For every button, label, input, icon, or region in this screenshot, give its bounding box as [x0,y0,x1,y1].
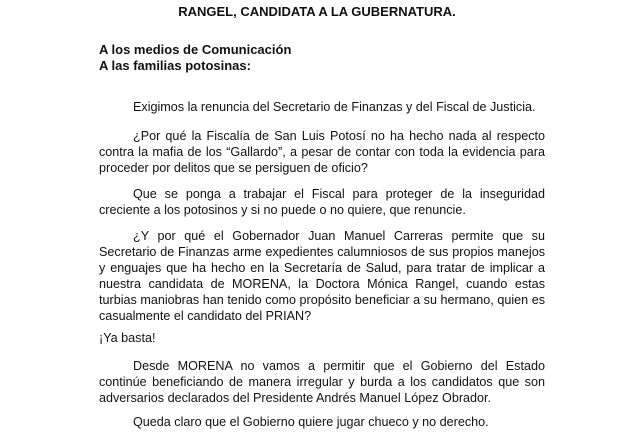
paragraph-conclusion: Queda claro que el Gobierno quiere jugar chueco y no derecho. [133,415,489,429]
salutation-line-families: A las familias potosinas: [99,58,251,73]
paragraph-governor-question: ¿Y por qué el Gobernador Juan Manuel Carreras permite que su Secretario de Finanzas arme expedientes calumniosos de sus propios manejos y enguajes que ha hecho en la Secretaría de Salud, para tratar de implicar a nuestra candidata de MORENA, la Doctora Mónica Rangel, cuando estas turbias maniobras han tenido como propósito beneficiar a su hermano, quien es casualmente el candidato del PRIAN? [99,229,545,323]
paragraph-ya-basta: ¡Ya basta! [99,331,156,345]
paragraph-fiscal-work: Que se ponga a trabajar el Fiscal para proteger de la inseguridad creciente a los potosinos y si no puede o no quiere, que renuncie. [99,187,545,217]
salutation-line-media: A los medios de Comunicación [99,42,292,57]
document-title: RANGEL, CANDIDATA A LA GUBERNATURA. [178,4,456,19]
salutation [99,42,291,74]
paragraph-demand: Exigimos la renuncia del Secretario de Finanzas y del Fiscal de Justicia. [133,100,536,114]
paragraph-fiscalia-question: ¿Por qué la Fiscalía de San Luis Potosí no ha hecho nada al respecto contra la mafia de los “Gallardo”, a pesar de contar con toda la evidencia para proceder por delitos que se persiguen de oficio? [99,129,545,175]
paragraph-morena: Desde MORENA no vamos a permitir que el Gobierno del Estado continúe beneficiando de manera irregular y burda a los candidatos que son adversarios declarados del Presidente Andrés Manuel López Obrador. [99,359,545,405]
